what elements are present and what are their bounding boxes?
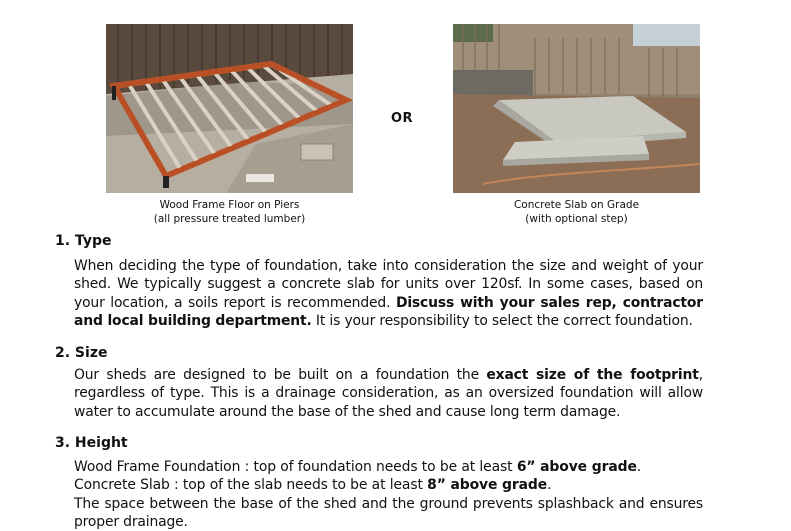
height-line2-bold: 8” above grade (427, 477, 548, 494)
height-line1-end: . (636, 459, 642, 475)
section-height-heading: 3. Height (55, 435, 128, 451)
right-caption-title: Concrete Slab on Grade (513, 199, 640, 211)
right-caption-subtitle: (with optional step) (525, 212, 628, 225)
size-bold-1: exact size of the footprint (486, 367, 699, 383)
height-line1-bold: 6” above grade (516, 459, 637, 475)
height-line2-text: Concrete Slab : top of the slab needs to be at least (74, 477, 428, 494)
section-height-paragraph (74, 458, 703, 531)
type-bold-1: Discuss with your sales rep, contractor and local building department. (74, 294, 703, 329)
height-line3-text: The space between the base of the shed and the ground prevents splashback and ensures proper drainage. (74, 495, 703, 530)
left-caption-title: Wood Frame Floor on Piers (159, 199, 300, 211)
size-text-1: Our sheds are designed to be built on a foundation the (74, 367, 487, 383)
concrete-slab-photo (453, 24, 700, 193)
right-photo-caption (453, 199, 700, 226)
or-separator: OR (391, 111, 414, 126)
wood-frame-floor-photo (106, 24, 353, 193)
left-photo-caption (106, 199, 353, 226)
section-type-paragraph (74, 257, 703, 330)
height-line-wood (74, 458, 703, 476)
type-text-2: It is your responsibility to select the correct foundation. (311, 312, 693, 329)
size-text-2: , regardless of type. This is a drainage consideration, as an oversized foundation will allow water to accumulate around the base of the shed and cause long term damage. (74, 367, 703, 420)
type-text-1: When deciding the type of foundation, take into consideration the size and weight of your shed. We typically suggest a concrete slab for units over 120sf. In some cases, based on your location, a soils report is recommended. (74, 258, 703, 311)
section-size-heading: 2. Size (55, 345, 108, 361)
height-line1-text: Wood Frame Foundation : top of foundation needs to be at least (74, 459, 517, 475)
height-line-concrete (74, 476, 703, 494)
height-line2-end: . (547, 477, 552, 494)
section-size-paragraph (74, 366, 703, 421)
section-type-heading: 1. Type (55, 233, 112, 249)
left-caption-subtitle: (all pressure treated lumber) (153, 212, 306, 225)
